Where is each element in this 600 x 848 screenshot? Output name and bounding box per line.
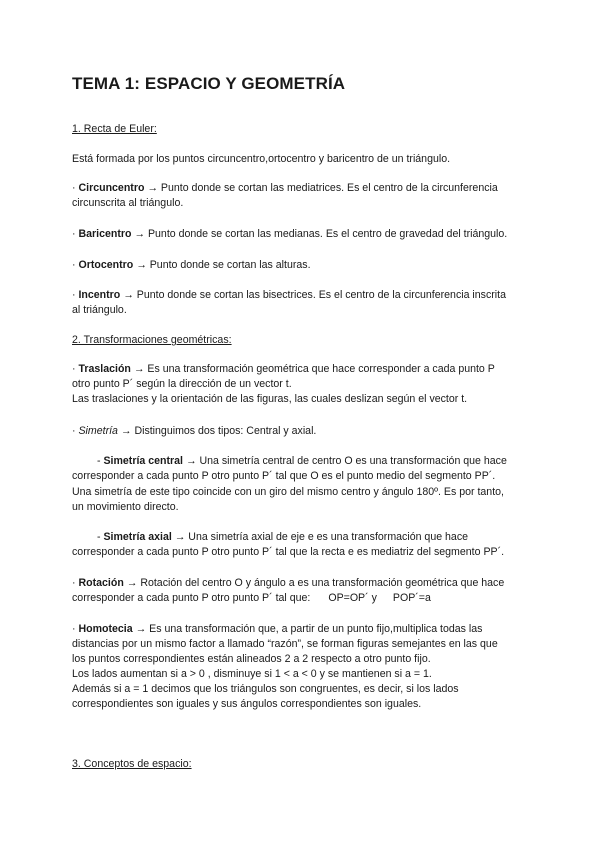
definition-text: corresponder a cada punto P otro punto P´ tal que O es el punto medio del segmento PP´. — [72, 470, 496, 482]
term-incentro: Incentro — [78, 289, 121, 301]
definition-text: al triángulo. — [72, 304, 127, 316]
arrow: → — [126, 577, 138, 589]
definition-text: Es una transformación geométrica que hace corresponder a cada punto P — [147, 363, 495, 375]
item-simetria-central — [97, 454, 507, 470]
formula-pop: POP´=a — [392, 592, 431, 604]
page-title: TEMA 1: ESPACIO Y GEOMETRÍA — [72, 74, 346, 93]
bullet: · — [72, 363, 76, 375]
arrow: → — [120, 425, 132, 437]
item-simetria-axial — [97, 530, 468, 546]
arrow: → — [123, 289, 134, 301]
definition-text: Rotación del centro O y ángulo a es una transformación geométrica que hace — [140, 577, 505, 589]
bullet: · — [72, 259, 76, 271]
definition-text: Una simetría central de centro O es una transformación que hace — [199, 455, 507, 467]
formula-op: OP=OP´ y — [328, 592, 377, 604]
item-ortocentro — [72, 258, 311, 274]
item-traslacion — [72, 362, 495, 378]
definition-text: Punto donde se cortan las bisectrices. Es el centro de la circunferencia inscrita — [136, 289, 506, 301]
arrow: → — [185, 455, 197, 467]
dash: - — [97, 531, 101, 543]
definition-text: correspondientes son iguales y sus ángulos correspondientes son iguales. — [72, 698, 422, 710]
definition-text: Punto donde se cortan las medianas. Es el centro de gravedad del triángulo. — [147, 228, 508, 240]
definition-text: corresponder a cada punto P otro punto P´ tal que: — [72, 592, 311, 604]
definition-text: otro punto P´ según la dirección de un vector t. — [72, 378, 292, 390]
section-heading-euler: 1. Recta de Euler: — [72, 123, 157, 135]
definition-text: Los lados aumentan si a > 0 , disminuye si 1 < a < 0 y se mantienen si a = 1. — [72, 668, 432, 680]
term-ortocentro: Ortocentro — [78, 259, 134, 271]
rotacion-line — [72, 591, 431, 607]
definition-text: Una simetría axial de eje e es una transformación que hace — [188, 531, 469, 543]
euler-intro: Está formada por los puntos circuncentro,ortocentro y baricentro de un triángulo. — [72, 153, 451, 165]
term-traslacion: Traslación — [78, 363, 131, 375]
arrow: → — [135, 623, 147, 635]
definition-text: Punto donde se cortan las mediatrices. Es el centro de la circunferencia — [160, 182, 498, 194]
arrow: → — [147, 182, 158, 194]
section-heading-transformaciones: 2. Transformaciones geométricas: — [72, 334, 232, 346]
arrow: → — [174, 531, 186, 543]
item-rotacion — [72, 576, 504, 592]
definition-text: Además si a = 1 decimos que los triángulos son congruentes, es decir, si los lados — [72, 683, 459, 695]
definition-text: corresponder a cada punto P otro punto P´ tal que la recta e es mediatriz del segmento PP´. — [72, 546, 505, 558]
definition-text: los puntos correspondientes están alineados 2 a 2 respecto a otro punto fijo. — [72, 653, 431, 665]
term-simetria: Simetría — [78, 425, 118, 437]
definition-text: distancias por un mismo factor a llamado “razón”, se forman figuras semejantes en las que — [72, 638, 498, 650]
term-circuncentro: Circuncentro — [78, 182, 145, 194]
term-simetria-axial: Simetría axial — [103, 531, 172, 543]
definition-text: circunscrita al triángulo. — [72, 197, 184, 209]
bullet: · — [72, 228, 76, 240]
item-baricentro — [72, 227, 507, 243]
arrow: → — [134, 228, 146, 240]
term-rotacion: Rotación — [78, 577, 124, 589]
bullet: · — [72, 623, 76, 635]
arrow: → — [133, 363, 145, 375]
section-heading-espacio: 3. Conceptos de espacio: — [72, 758, 192, 770]
item-homotecia — [72, 622, 482, 638]
term-baricentro: Baricentro — [78, 228, 132, 240]
definition-text: Punto donde se cortan las alturas. — [149, 259, 311, 271]
item-circuncentro — [72, 181, 498, 197]
item-simetria — [72, 424, 316, 440]
definition-text: un movimiento directo. — [72, 501, 179, 513]
definition-text: Las traslaciones y la orientación de las figuras, las cuales deslizan según el vector t. — [72, 393, 468, 405]
bullet: · — [72, 425, 76, 437]
term-simetria-central: Simetría central — [103, 455, 183, 467]
arrow: → — [136, 259, 147, 271]
definition-text: Distinguimos dos tipos: Central y axial. — [134, 425, 317, 437]
dash: - — [97, 455, 101, 467]
definition-text: Es una transformación que, a partir de un punto fijo,multiplica todas las — [149, 623, 483, 635]
bullet: · — [72, 577, 76, 589]
item-incentro — [72, 288, 506, 304]
bullet: · — [72, 289, 76, 301]
bullet: · — [72, 182, 76, 194]
term-homotecia: Homotecia — [78, 623, 133, 635]
definition-text: Una simetría de este tipo coincide con un giro del mismo centro y ángulo 180º. Es por tanto, — [72, 486, 504, 498]
